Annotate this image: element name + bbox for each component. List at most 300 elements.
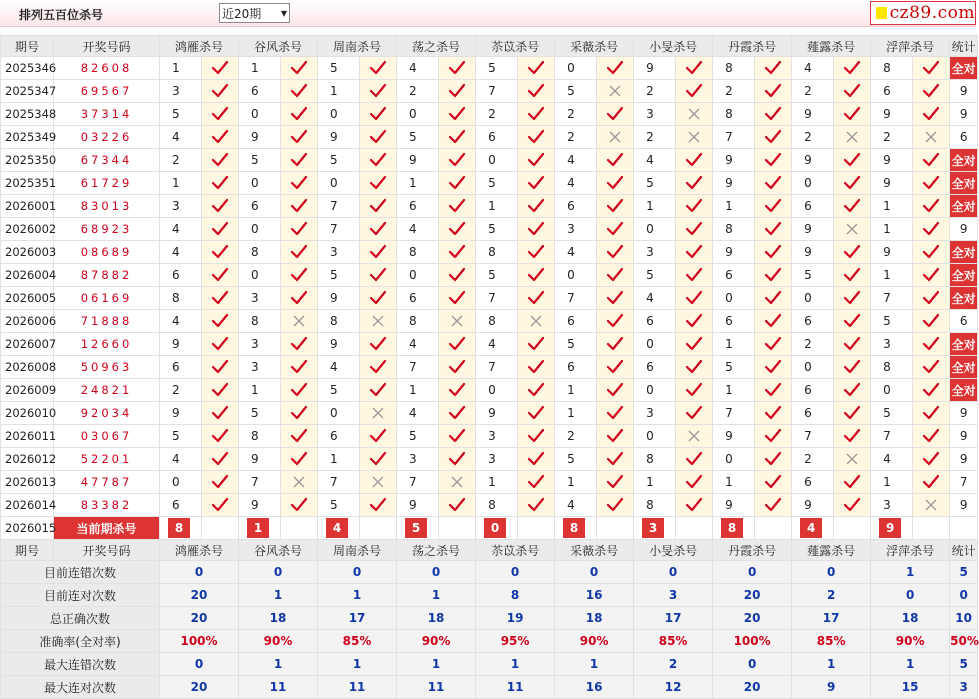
kill-number: 1 xyxy=(713,379,755,402)
kill-number: 6 xyxy=(792,402,834,425)
kill-number: 1 xyxy=(555,471,597,494)
header-stat: 统计 xyxy=(950,36,978,57)
kill-number: 9 xyxy=(792,218,834,241)
check-icon xyxy=(597,448,634,471)
stat-value: 0 xyxy=(397,561,476,584)
kill-number: 2 xyxy=(871,126,913,149)
stat-value: 3 xyxy=(634,584,713,607)
kill-number: 4 xyxy=(871,448,913,471)
check-icon xyxy=(360,149,397,172)
kill-number: 9 xyxy=(397,494,439,517)
check-icon xyxy=(439,103,476,126)
kill-number: 5 xyxy=(318,379,360,402)
row-draw-numbers: 71888 xyxy=(54,310,160,333)
stat-value: 95% xyxy=(476,630,555,653)
kill-number: 5 xyxy=(555,333,597,356)
site-logo[interactable] xyxy=(870,1,976,25)
kill-number: 2 xyxy=(713,80,755,103)
check-icon xyxy=(676,287,713,310)
check-icon xyxy=(676,310,713,333)
row-stat: 全对 xyxy=(950,149,978,172)
kill-number: 6 xyxy=(476,126,518,149)
current-kill-number: 9 xyxy=(871,517,913,540)
check-icon xyxy=(518,471,555,494)
current-kill-number: 8 xyxy=(555,517,597,540)
check-icon xyxy=(834,333,871,356)
check-icon xyxy=(676,149,713,172)
kill-number: 7 xyxy=(555,287,597,310)
header-expert-7[interactable]: 丹霞杀号 xyxy=(713,540,792,561)
kill-number: 9 xyxy=(713,241,755,264)
check-icon xyxy=(281,241,318,264)
check-icon xyxy=(518,333,555,356)
page-title: 排列五百位杀号 xyxy=(19,8,104,22)
stat-value: 9 xyxy=(792,676,871,699)
table-row xyxy=(1,425,978,448)
period-select-value: 近20期 xyxy=(222,6,262,21)
check-icon xyxy=(755,241,792,264)
check-icon xyxy=(834,287,871,310)
kill-number: 3 xyxy=(160,80,202,103)
cross-icon xyxy=(439,471,476,494)
kill-number: 9 xyxy=(713,149,755,172)
header-expert-5[interactable]: 采薇杀号 xyxy=(555,540,634,561)
check-icon xyxy=(518,287,555,310)
kill-number: 9 xyxy=(713,494,755,517)
header-expert-8[interactable]: 薤露杀号 xyxy=(792,540,871,561)
kill-number: 1 xyxy=(397,172,439,195)
kill-number: 6 xyxy=(792,195,834,218)
current-kill-blank xyxy=(439,517,476,540)
stat-value: 1 xyxy=(871,653,950,676)
check-icon xyxy=(439,425,476,448)
row-draw-numbers: 83382 xyxy=(54,494,160,517)
stat-value: 1 xyxy=(555,653,634,676)
kill-number: 7 xyxy=(397,471,439,494)
kill-number: 1 xyxy=(318,80,360,103)
table-row xyxy=(1,448,978,471)
kill-number: 0 xyxy=(239,264,281,287)
stat-value: 0 xyxy=(713,653,792,676)
kill-number: 8 xyxy=(871,356,913,379)
kill-number: 9 xyxy=(871,149,913,172)
kill-number: 7 xyxy=(792,425,834,448)
check-icon xyxy=(360,172,397,195)
table-row xyxy=(1,218,978,241)
header-expert-0[interactable]: 鸿雁杀号 xyxy=(160,36,239,57)
current-kill-row xyxy=(1,517,978,540)
check-icon xyxy=(518,402,555,425)
kill-number: 5 xyxy=(160,103,202,126)
header-expert-0[interactable]: 鸿雁杀号 xyxy=(160,540,239,561)
check-icon xyxy=(518,57,555,80)
check-icon xyxy=(202,310,239,333)
stat-value: 90% xyxy=(397,630,476,653)
row-issue: 2026006 xyxy=(1,310,54,333)
table-row xyxy=(1,172,978,195)
kill-number: 3 xyxy=(634,402,676,425)
stat-value-total: 10 xyxy=(950,607,978,630)
kill-number: 9 xyxy=(397,149,439,172)
stat-row xyxy=(1,653,978,676)
stat-value: 17 xyxy=(792,607,871,630)
stat-value: 0 xyxy=(160,653,239,676)
check-icon xyxy=(676,448,713,471)
check-icon xyxy=(202,195,239,218)
kill-number: 5 xyxy=(318,57,360,80)
kill-number: 0 xyxy=(318,172,360,195)
kill-number: 2 xyxy=(476,103,518,126)
check-icon xyxy=(439,333,476,356)
row-stat: 全对 xyxy=(950,333,978,356)
stat-value: 85% xyxy=(318,630,397,653)
current-kill-number: 5 xyxy=(397,517,439,540)
check-icon xyxy=(913,471,950,494)
kill-number: 3 xyxy=(555,218,597,241)
stat-value: 100% xyxy=(160,630,239,653)
kill-number: 0 xyxy=(476,149,518,172)
check-icon xyxy=(202,471,239,494)
header-expert-9[interactable]: 浮萍杀号 xyxy=(871,540,950,561)
stat-value: 19 xyxy=(476,607,555,630)
stat-value: 0 xyxy=(160,561,239,584)
kill-number: 8 xyxy=(713,218,755,241)
kill-number: 8 xyxy=(713,103,755,126)
kill-number: 8 xyxy=(713,57,755,80)
check-icon xyxy=(597,241,634,264)
kill-number: 8 xyxy=(239,425,281,448)
check-icon xyxy=(676,57,713,80)
check-icon xyxy=(913,172,950,195)
current-kill-blank xyxy=(360,517,397,540)
kill-number: 5 xyxy=(397,126,439,149)
kill-number: 3 xyxy=(871,333,913,356)
row-stat: 全对 xyxy=(950,57,978,80)
header-expert-3[interactable]: 荡之杀号 xyxy=(397,540,476,561)
row-stat: 全对 xyxy=(950,241,978,264)
check-icon xyxy=(755,57,792,80)
check-icon xyxy=(202,287,239,310)
row-draw-numbers: 06169 xyxy=(54,287,160,310)
kill-number: 6 xyxy=(634,310,676,333)
kill-number: 2 xyxy=(634,126,676,149)
cross-icon xyxy=(676,425,713,448)
top-bar xyxy=(0,0,976,27)
kill-number: 4 xyxy=(634,287,676,310)
kill-number: 6 xyxy=(397,195,439,218)
stat-value-total: 5 xyxy=(950,653,978,676)
header-expert-6[interactable]: 小旻杀号 xyxy=(634,36,713,57)
kill-number: 5 xyxy=(239,402,281,425)
check-icon xyxy=(676,264,713,287)
kill-number: 8 xyxy=(476,310,518,333)
check-icon xyxy=(597,425,634,448)
check-icon xyxy=(597,287,634,310)
check-icon xyxy=(755,494,792,517)
current-kill-number: 8 xyxy=(713,517,755,540)
check-icon xyxy=(518,172,555,195)
stat-row xyxy=(1,584,978,607)
header-expert-2[interactable]: 周南杀号 xyxy=(318,36,397,57)
kill-number: 0 xyxy=(634,379,676,402)
kill-number: 1 xyxy=(871,264,913,287)
kill-number: 7 xyxy=(476,356,518,379)
kill-number: 9 xyxy=(160,402,202,425)
check-icon xyxy=(676,379,713,402)
current-kill-blank xyxy=(913,517,950,540)
kill-number: 3 xyxy=(397,448,439,471)
check-icon xyxy=(834,356,871,379)
check-icon xyxy=(360,494,397,517)
kill-number: 1 xyxy=(634,195,676,218)
check-icon xyxy=(597,172,634,195)
current-kill-blank xyxy=(597,517,634,540)
kill-number: 3 xyxy=(239,356,281,379)
kill-number: 6 xyxy=(160,356,202,379)
check-icon xyxy=(439,264,476,287)
check-icon xyxy=(913,287,950,310)
stat-value: 16 xyxy=(555,676,634,699)
table-row xyxy=(1,310,978,333)
header-expert-4[interactable]: 苶苡杀号 xyxy=(476,36,555,57)
check-icon xyxy=(913,379,950,402)
kill-number: 5 xyxy=(634,172,676,195)
header-draw-numbers: 开奖号码 xyxy=(54,36,160,57)
current-kill-blank xyxy=(281,517,318,540)
current-kill-blank xyxy=(202,517,239,540)
check-icon xyxy=(360,264,397,287)
kill-number: 9 xyxy=(239,126,281,149)
table-row xyxy=(1,379,978,402)
stat-value: 18 xyxy=(239,607,318,630)
kill-number: 4 xyxy=(160,448,202,471)
kill-number: 2 xyxy=(160,379,202,402)
check-icon xyxy=(281,57,318,80)
cross-icon xyxy=(676,126,713,149)
stat-row xyxy=(1,676,978,699)
table-row xyxy=(1,356,978,379)
kill-number: 0 xyxy=(713,287,755,310)
stat-value: 90% xyxy=(555,630,634,653)
current-kill-number: 4 xyxy=(318,517,360,540)
row-issue: 2026014 xyxy=(1,494,54,517)
kill-number: 0 xyxy=(239,172,281,195)
kill-number: 2 xyxy=(792,80,834,103)
cross-icon xyxy=(360,471,397,494)
check-icon xyxy=(597,218,634,241)
cross-icon xyxy=(834,126,871,149)
check-icon xyxy=(202,126,239,149)
stat-value: 100% xyxy=(713,630,792,653)
kill-number: 6 xyxy=(397,287,439,310)
row-stat: 全对 xyxy=(950,172,978,195)
check-icon xyxy=(834,264,871,287)
kill-number: 3 xyxy=(871,494,913,517)
kill-number: 2 xyxy=(634,80,676,103)
stat-value: 1 xyxy=(792,653,871,676)
kill-number: 8 xyxy=(397,241,439,264)
current-kill-number: 1 xyxy=(239,517,281,540)
row-stat: 9 xyxy=(950,448,978,471)
kill-number: 4 xyxy=(160,241,202,264)
kill-number: 0 xyxy=(792,172,834,195)
kill-number: 6 xyxy=(160,264,202,287)
kill-number: 6 xyxy=(555,310,597,333)
header-expert-3[interactable]: 荡之杀号 xyxy=(397,36,476,57)
kill-number: 4 xyxy=(555,172,597,195)
row-issue: 2026012 xyxy=(1,448,54,471)
kill-number: 5 xyxy=(871,310,913,333)
check-icon xyxy=(281,402,318,425)
kill-number: 2 xyxy=(555,425,597,448)
row-stat: 全对 xyxy=(950,287,978,310)
stat-value: 1 xyxy=(318,584,397,607)
cross-icon xyxy=(281,471,318,494)
stat-value: 2 xyxy=(634,653,713,676)
check-icon xyxy=(913,195,950,218)
kill-number: 1 xyxy=(239,57,281,80)
check-icon xyxy=(834,402,871,425)
kill-number: 1 xyxy=(871,195,913,218)
kill-number: 2 xyxy=(792,126,834,149)
stat-value-total: 50% xyxy=(950,630,978,653)
header-expert-2[interactable]: 周南杀号 xyxy=(318,540,397,561)
kill-number: 9 xyxy=(792,241,834,264)
header-expert-6[interactable]: 小旻杀号 xyxy=(634,540,713,561)
period-select[interactable] xyxy=(219,3,290,23)
kill-number: 1 xyxy=(713,333,755,356)
current-kill-label: 当前期杀号 xyxy=(54,517,160,540)
check-icon xyxy=(439,494,476,517)
check-icon xyxy=(202,57,239,80)
check-icon xyxy=(518,356,555,379)
kill-number: 0 xyxy=(239,103,281,126)
header-expert-8[interactable]: 薤露杀号 xyxy=(792,36,871,57)
header-expert-9[interactable]: 浮萍杀号 xyxy=(871,36,950,57)
header-expert-5[interactable]: 采薇杀号 xyxy=(555,36,634,57)
check-icon xyxy=(597,402,634,425)
stat-value: 18 xyxy=(871,607,950,630)
kill-number: 9 xyxy=(792,103,834,126)
cross-icon xyxy=(597,80,634,103)
stat-value: 20 xyxy=(713,607,792,630)
check-icon xyxy=(755,126,792,149)
kill-number: 6 xyxy=(713,310,755,333)
kill-number: 5 xyxy=(792,264,834,287)
check-icon xyxy=(597,310,634,333)
stat-value: 20 xyxy=(160,676,239,699)
check-icon xyxy=(755,471,792,494)
stat-value: 1 xyxy=(318,653,397,676)
cross-icon xyxy=(834,448,871,471)
kill-number: 6 xyxy=(713,264,755,287)
current-kill-number: 3 xyxy=(634,517,676,540)
kill-number: 3 xyxy=(476,425,518,448)
kill-number: 4 xyxy=(160,126,202,149)
check-icon xyxy=(676,241,713,264)
check-icon xyxy=(202,172,239,195)
check-icon xyxy=(439,126,476,149)
check-icon xyxy=(676,356,713,379)
cross-icon xyxy=(360,310,397,333)
check-icon xyxy=(518,149,555,172)
row-issue: 2026007 xyxy=(1,333,54,356)
header-expert-7[interactable]: 丹霞杀号 xyxy=(713,36,792,57)
kill-number: 0 xyxy=(555,264,597,287)
row-draw-numbers: 08689 xyxy=(54,241,160,264)
check-icon xyxy=(281,494,318,517)
row-issue: 2025346 xyxy=(1,57,54,80)
row-stat: 9 xyxy=(950,103,978,126)
row-draw-numbers: 61729 xyxy=(54,172,160,195)
check-icon xyxy=(597,494,634,517)
header-expert-1[interactable]: 谷风杀号 xyxy=(239,540,318,561)
kill-number: 6 xyxy=(792,379,834,402)
check-icon xyxy=(202,218,239,241)
stat-value: 20 xyxy=(713,676,792,699)
check-icon xyxy=(755,356,792,379)
row-stat: 9 xyxy=(950,218,978,241)
row-draw-numbers: 47787 xyxy=(54,471,160,494)
stat-value: 16 xyxy=(555,584,634,607)
kill-number: 0 xyxy=(239,218,281,241)
check-icon xyxy=(281,149,318,172)
kill-number: 1 xyxy=(318,448,360,471)
kill-number: 7 xyxy=(871,425,913,448)
kill-number: 5 xyxy=(555,80,597,103)
check-icon xyxy=(281,218,318,241)
row-stat: 9 xyxy=(950,494,978,517)
stat-value: 90% xyxy=(871,630,950,653)
check-icon xyxy=(518,264,555,287)
kill-number: 4 xyxy=(476,333,518,356)
check-icon xyxy=(755,425,792,448)
check-icon xyxy=(597,356,634,379)
check-icon xyxy=(202,425,239,448)
row-stat: 9 xyxy=(950,80,978,103)
check-icon xyxy=(597,333,634,356)
row-stat: 7 xyxy=(950,471,978,494)
kill-number: 9 xyxy=(871,172,913,195)
stat-value-total: 5 xyxy=(950,561,978,584)
kill-number: 0 xyxy=(634,218,676,241)
kill-number: 5 xyxy=(476,218,518,241)
kill-number: 1 xyxy=(160,57,202,80)
row-draw-numbers: 03067 xyxy=(54,425,160,448)
check-icon xyxy=(834,310,871,333)
header-expert-4[interactable]: 苶苡杀号 xyxy=(476,540,555,561)
kill-number: 0 xyxy=(713,448,755,471)
check-icon xyxy=(755,103,792,126)
stat-value: 1 xyxy=(871,561,950,584)
row-issue: 2026009 xyxy=(1,379,54,402)
kill-number: 2 xyxy=(555,103,597,126)
kill-number: 2 xyxy=(555,126,597,149)
header-expert-1[interactable]: 谷风杀号 xyxy=(239,36,318,57)
kill-number: 9 xyxy=(318,333,360,356)
check-icon xyxy=(281,448,318,471)
check-icon xyxy=(439,356,476,379)
check-icon xyxy=(913,103,950,126)
check-icon xyxy=(360,356,397,379)
row-issue: 2025351 xyxy=(1,172,54,195)
kill-number: 0 xyxy=(634,333,676,356)
kill-number: 9 xyxy=(239,448,281,471)
check-icon xyxy=(281,103,318,126)
kill-number: 4 xyxy=(555,149,597,172)
check-icon xyxy=(439,218,476,241)
check-icon xyxy=(281,126,318,149)
